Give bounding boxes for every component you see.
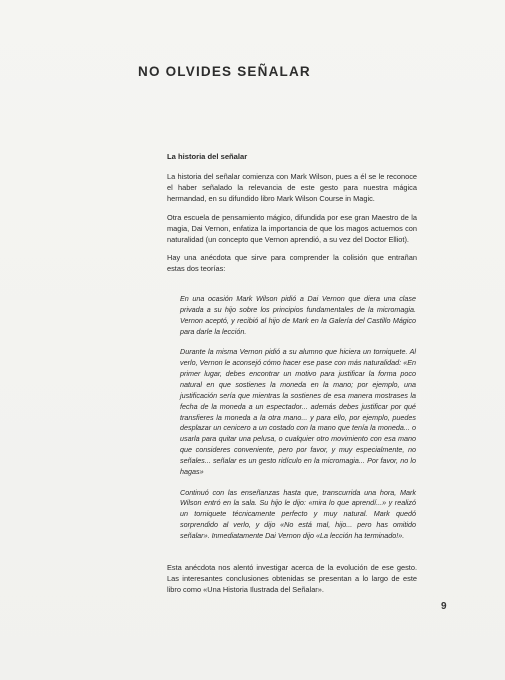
quote-paragraph: Durante la misma Vernon pidió a su alumno que hiciera un torniquete. Al verlo, Vernon le aconsejó cómo hacer ese pase con más naturalidad: «En primer lugar, debes encontrar un motivo para justificar la forma poco natural en que sostienes la moneda en la mano; por ejemplo, una justificación sería que mientras la sostienes de esa manera mostrases la fecha de la moneda a un espectador... además debes justificar por qué transfieres la moneda a la otra mano... y para ello, por ejemplo, puedes desplazar un cenicero a un costado con la mano que tenía la moneda... o usarla para quitar una pelusa, o cualquier otro movimiento con esa mano que consideres conveniente, pero por favor, y muy especialmente, no señales... señalar es un gesto ridículo en la micromagia... Por favor, no lo hagas»	[180, 347, 416, 477]
paragraph: Hay una anécdota que sirve para comprender la colisión que entrañan estas dos teorías:	[167, 253, 417, 274]
closing-paragraph: Esta anécdota nos alentó investigar acerca de la evolución de ese gesto. Las interesantes conclusiones obtenidas se presentan a lo largo de este libro como «Una Historia Ilustrada del Señalar».	[167, 563, 417, 594]
paragraph: La historia del señalar comienza con Mark Wilson, pues a él se le reconoce el haber señalado la relevancia de este gesto para nuestra mágica hermandad, en su difundido libro Mark Wilson Course in Magic.	[167, 172, 417, 203]
chapter-title: NO OLVIDES SEÑALAR	[138, 64, 311, 79]
section-heading: La historia del señalar	[167, 152, 248, 161]
page-number: 9	[441, 601, 447, 612]
closing-section	[167, 563, 417, 604]
anecdote-quotes	[180, 294, 416, 552]
paragraph: Otra escuela de pensamiento mágico, difundida por ese gran Maestro de la magia, Dai Vernon, enfatiza la importancia de que los magos actuemos con naturalidad (un concepto que Vernon aprendió, a su vez del Doctor Elliot).	[167, 212, 417, 244]
quote-paragraph: En una ocasión Mark Wilson pidió a Dai Vernon que diera una clase privada a su hijo sobre los principios fundamentales de la micromagia. Vernon aceptó, y recibió al hijo de Mark en la Galería del Castillo Mágico para darle la lección.	[180, 294, 416, 336]
quote-paragraph: Continuó con las enseñanzas hasta que, transcurrida una hora, Mark Wilson entró en la sala. Su hijo le dijo: «mira lo que aprendí...» y realizó un torniquete técnicamente perfecto y muy natural. Mark quedó sorprendido al verlo, y dijo «No está mal, hijo... pero has omitido señalar». Inmediatamente Dai Vernon dijo «La lección ha terminado!».	[180, 487, 416, 541]
intro-paragraphs	[167, 172, 417, 283]
